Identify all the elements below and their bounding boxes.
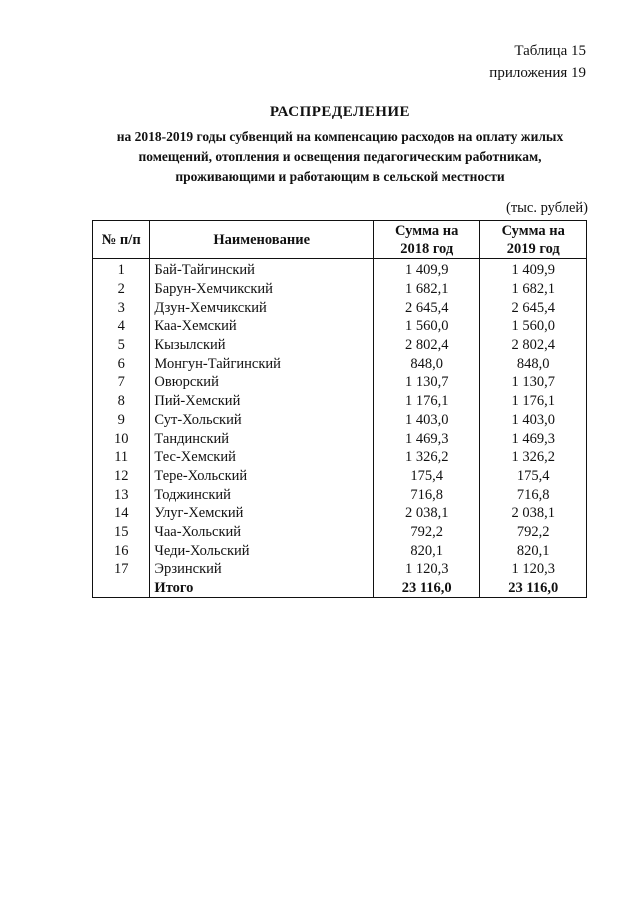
header-name: Наименование xyxy=(150,221,374,259)
row-name: Чеди-Хольский xyxy=(150,541,374,560)
table-row xyxy=(93,392,587,411)
row-number: 11 xyxy=(93,448,150,467)
row-sum-2018: 792,2 xyxy=(373,523,480,542)
title-block xyxy=(80,104,600,187)
row-sum-2019: 1 120,3 xyxy=(480,560,587,579)
total-name: Итого xyxy=(150,579,374,598)
subtitle-line: на 2018-2019 годы субвенций на компенсацию расходов на оплату жилых xyxy=(116,129,564,144)
row-number: 3 xyxy=(93,298,150,317)
row-name: Сут-Хольский xyxy=(150,411,374,430)
row-sum-2018: 1 176,1 xyxy=(373,392,480,411)
total-number xyxy=(93,579,150,598)
row-sum-2018: 1 326,2 xyxy=(373,448,480,467)
row-sum-2018: 175,4 xyxy=(373,467,480,486)
units-label: (тыс. рублей) xyxy=(506,200,588,216)
table-row xyxy=(93,541,587,560)
row-sum-2019: 792,2 xyxy=(480,523,587,542)
row-sum-2019: 1 682,1 xyxy=(480,280,587,299)
table-row xyxy=(93,411,587,430)
row-sum-2018: 1 409,9 xyxy=(373,259,480,280)
document-title: РАСПРЕДЕЛЕНИЕ xyxy=(269,104,411,120)
row-sum-2018: 2 802,4 xyxy=(373,336,480,355)
row-sum-2018: 1 403,0 xyxy=(373,411,480,430)
header-sum-2018-line2: 2018 год xyxy=(400,240,454,257)
table-row xyxy=(93,317,587,336)
table-row xyxy=(93,298,587,317)
total-sum-2019: 23 116,0 xyxy=(480,579,587,598)
row-name: Овюрский xyxy=(150,373,374,392)
row-number: 13 xyxy=(93,485,150,504)
row-sum-2018: 1 560,0 xyxy=(373,317,480,336)
row-name: Тес-Хемский xyxy=(150,448,374,467)
row-sum-2019: 1 176,1 xyxy=(480,392,587,411)
row-sum-2018: 2 038,1 xyxy=(373,504,480,523)
table-row xyxy=(93,504,587,523)
row-sum-2019: 2 645,4 xyxy=(480,298,587,317)
table-total-row xyxy=(93,579,587,598)
appendix-number: приложения 19 xyxy=(489,65,586,81)
header-sum-2019 xyxy=(480,221,587,259)
row-name: Каа-Хемский xyxy=(150,317,374,336)
row-sum-2018: 848,0 xyxy=(373,354,480,373)
header-sum-2018 xyxy=(373,221,480,259)
row-sum-2018: 1 120,3 xyxy=(373,560,480,579)
header-number: № п/п xyxy=(93,221,150,259)
row-sum-2019: 848,0 xyxy=(480,354,587,373)
row-sum-2019: 1 409,9 xyxy=(480,259,587,280)
row-name: Барун-Хемчикский xyxy=(150,280,374,299)
header-sum-2018-line1: Сумма на xyxy=(395,222,459,239)
row-sum-2018: 2 645,4 xyxy=(373,298,480,317)
row-name: Монгун-Тайгинский xyxy=(150,354,374,373)
row-sum-2018: 1 130,7 xyxy=(373,373,480,392)
row-number: 15 xyxy=(93,523,150,542)
table-row xyxy=(93,280,587,299)
subtitle-line: проживающими и работающим в сельской местности xyxy=(175,169,505,184)
row-name: Кызылский xyxy=(150,336,374,355)
row-number: 12 xyxy=(93,467,150,486)
row-number: 17 xyxy=(93,560,150,579)
row-name: Чаа-Хольский xyxy=(150,523,374,542)
row-number: 10 xyxy=(93,429,150,448)
table-row xyxy=(93,336,587,355)
row-number: 16 xyxy=(93,541,150,560)
row-name: Эрзинский xyxy=(150,560,374,579)
row-sum-2019: 175,4 xyxy=(480,467,587,486)
row-sum-2018: 820,1 xyxy=(373,541,480,560)
row-sum-2019: 716,8 xyxy=(480,485,587,504)
table-row xyxy=(93,259,587,280)
row-number: 2 xyxy=(93,280,150,299)
row-number: 8 xyxy=(93,392,150,411)
row-sum-2019: 1 560,0 xyxy=(480,317,587,336)
document-subtitle xyxy=(80,127,600,187)
distribution-table xyxy=(92,220,587,598)
row-sum-2019: 1 130,7 xyxy=(480,373,587,392)
row-sum-2018: 716,8 xyxy=(373,485,480,504)
row-sum-2018: 1 469,3 xyxy=(373,429,480,448)
header-sum-2019-line1: Сумма на xyxy=(501,222,565,239)
table-header-row xyxy=(93,221,587,259)
row-sum-2018: 1 682,1 xyxy=(373,280,480,299)
row-name: Бай-Тайгинский xyxy=(150,259,374,280)
row-sum-2019: 1 469,3 xyxy=(480,429,587,448)
row-name: Тоджинский xyxy=(150,485,374,504)
subtitle-line: помещений, отопления и освещения педагогическим работникам, xyxy=(138,149,542,164)
row-number: 5 xyxy=(93,336,150,355)
row-sum-2019: 2 802,4 xyxy=(480,336,587,355)
row-number: 7 xyxy=(93,373,150,392)
appendix-reference xyxy=(489,40,586,84)
header-sum-2019-line2: 2019 год xyxy=(506,240,560,257)
row-number: 6 xyxy=(93,354,150,373)
row-number: 9 xyxy=(93,411,150,430)
row-sum-2019: 2 038,1 xyxy=(480,504,587,523)
row-number: 1 xyxy=(93,259,150,280)
total-sum-2018: 23 116,0 xyxy=(373,579,480,598)
table-row xyxy=(93,467,587,486)
table-number: Таблица 15 xyxy=(514,43,586,59)
table-row xyxy=(93,354,587,373)
table-body xyxy=(93,259,587,598)
row-number: 4 xyxy=(93,317,150,336)
table-row xyxy=(93,448,587,467)
row-name: Улуг-Хемский xyxy=(150,504,374,523)
table-row xyxy=(93,560,587,579)
row-name: Тере-Хольский xyxy=(150,467,374,486)
row-number: 14 xyxy=(93,504,150,523)
row-name: Пий-Хемский xyxy=(150,392,374,411)
row-name: Дзун-Хемчикский xyxy=(150,298,374,317)
table-row xyxy=(93,485,587,504)
table-row xyxy=(93,523,587,542)
table-row xyxy=(93,429,587,448)
table-row xyxy=(93,373,587,392)
row-name: Тандинский xyxy=(150,429,374,448)
row-sum-2019: 1 403,0 xyxy=(480,411,587,430)
row-sum-2019: 820,1 xyxy=(480,541,587,560)
row-sum-2019: 1 326,2 xyxy=(480,448,587,467)
